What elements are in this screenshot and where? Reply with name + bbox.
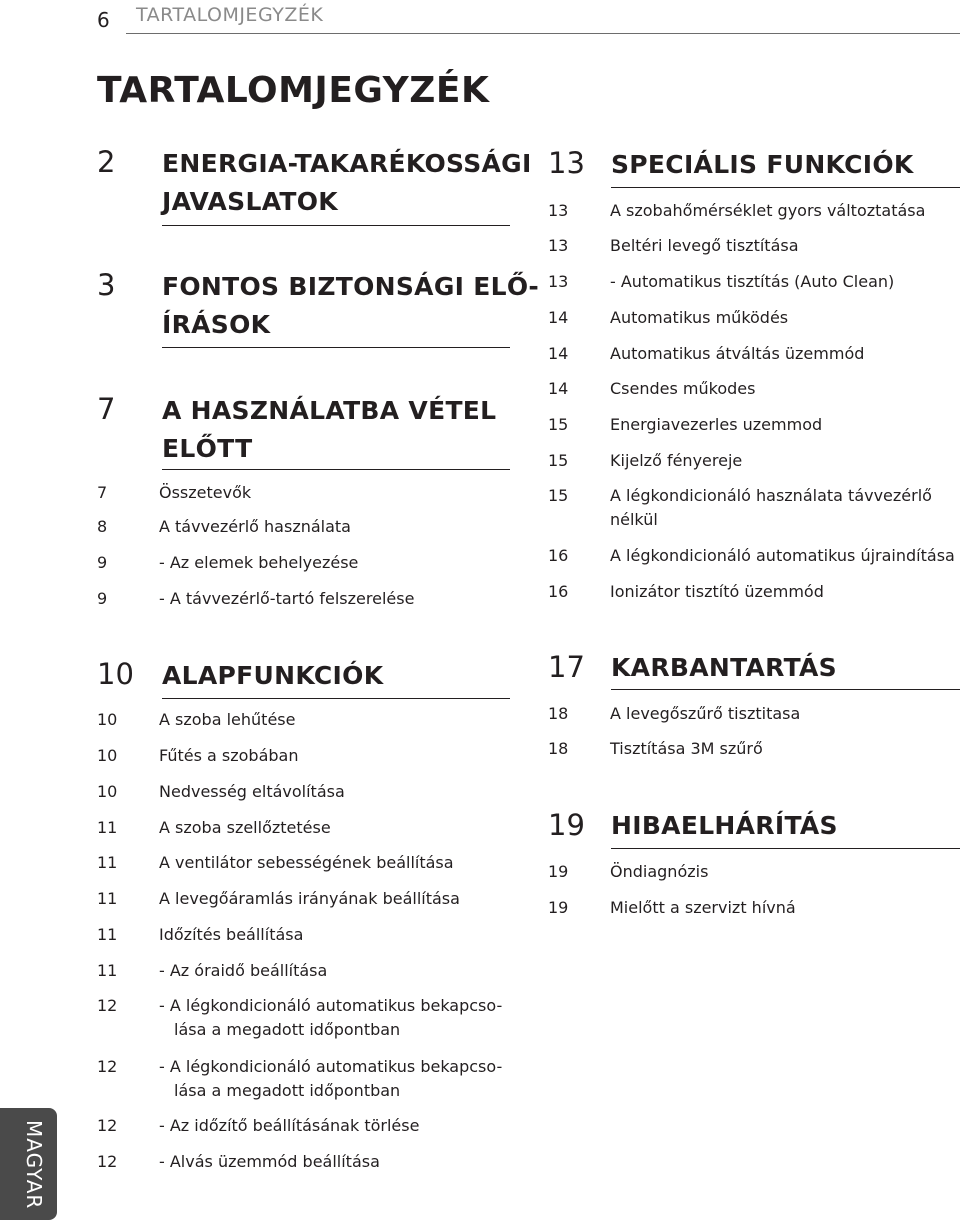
- language-tab: [0, 1108, 57, 1220]
- entry-page: 18: [548, 704, 569, 723]
- entry-text: Energiavezerles uzemmod: [610, 415, 823, 434]
- language-tab-label: MAGYAR: [22, 1120, 46, 1210]
- section-rule: [162, 469, 510, 470]
- entry-text: Öndiagnózis: [610, 862, 709, 881]
- section-rule: [611, 187, 960, 188]
- page-title: TARTALOMJEGYZÉK: [97, 70, 490, 111]
- entry-page: 14: [548, 308, 569, 327]
- section-title-cont[interactable]: JAVASLATOK: [162, 187, 338, 216]
- entry-page: 12: [97, 1152, 118, 1171]
- entry-text: A ventilátor sebességének beállítása: [159, 853, 454, 872]
- entry-page: 11: [97, 818, 118, 837]
- entry-text: Beltéri levegő tisztítása: [610, 236, 799, 255]
- section-title-cont[interactable]: ÍRÁSOK: [162, 310, 271, 339]
- entry-text: A szobahőmérséklet gyors változtatása: [610, 201, 926, 220]
- entry-text: A levegőszűrő tisztitasa: [610, 704, 801, 723]
- entry-text: Mielőtt a szervizt hívná: [610, 898, 796, 917]
- entry-page: 12: [97, 1116, 118, 1135]
- entry-page: 11: [97, 889, 118, 908]
- section-page-number: 13: [548, 146, 585, 180]
- section-title[interactable]: FONTOS BIZTONSÁGI ELŐ-: [162, 272, 540, 301]
- entry-page: 7: [97, 483, 108, 502]
- section-page-number: 2: [97, 145, 116, 179]
- entry-text: Automatikus átváltás üzemmód: [610, 344, 865, 363]
- entry-text: - A légkondicionáló automatikus bekapcso-: [159, 1057, 503, 1076]
- entry-page: 14: [548, 344, 569, 363]
- entry-text-cont: lása a megadott időpontban: [174, 1081, 401, 1100]
- section-page-number: 17: [548, 650, 585, 684]
- section-title[interactable]: ALAPFUNKCIÓK: [162, 661, 384, 690]
- entry-text: Ionizátor tisztító üzemmód: [610, 582, 824, 601]
- entry-text: Automatikus működés: [610, 308, 789, 327]
- entry-page: 11: [97, 925, 118, 944]
- entry-text: A levegőáramlás irányának beállítása: [159, 889, 460, 908]
- entry-page: 19: [548, 898, 569, 917]
- entry-text: - A távvezérlő-tartó felszerelése: [159, 589, 415, 608]
- entry-text: Fűtés a szobában: [159, 746, 299, 765]
- entry-page: 12: [97, 996, 118, 1015]
- entry-page: 19: [548, 862, 569, 881]
- entry-page: 16: [548, 546, 569, 565]
- entry-page: 13: [548, 272, 569, 291]
- section-page-number: 10: [97, 657, 134, 691]
- section-title[interactable]: A HASZNÁLATBA VÉTEL: [162, 396, 497, 425]
- entry-text: A légkondicionáló automatikus újraindítása: [610, 546, 955, 565]
- entry-text: Nedvesség eltávolítása: [159, 782, 345, 801]
- entry-page: 15: [548, 451, 569, 470]
- section-rule: [611, 689, 960, 690]
- section-title[interactable]: SPECIÁLIS FUNKCIÓK: [611, 150, 914, 179]
- entry-page: 12: [97, 1057, 118, 1076]
- page-number: 6: [97, 8, 110, 32]
- entry-page: 14: [548, 379, 569, 398]
- entry-text: - Alvás üzemmód beállítása: [159, 1152, 380, 1171]
- entry-text: Időzítés beállítása: [159, 925, 304, 944]
- entry-text: Összetevők: [159, 483, 252, 502]
- entry-page: 18: [548, 739, 569, 758]
- entry-text: - A légkondicionáló automatikus bekapcso-: [159, 996, 503, 1015]
- entry-page: 13: [548, 201, 569, 220]
- entry-page: 13: [548, 236, 569, 255]
- entry-text: Tisztítása 3M szűrő: [610, 739, 763, 758]
- entry-text: - Az óraidő beállítása: [159, 961, 328, 980]
- section-title[interactable]: KARBANTARTÁS: [611, 653, 837, 682]
- entry-page: 10: [97, 782, 118, 801]
- section-title-cont[interactable]: ELŐTT: [162, 434, 253, 463]
- section-rule: [162, 698, 510, 699]
- entry-page: 10: [97, 710, 118, 729]
- running-title: TARTALOMJEGYZÉK: [136, 4, 324, 26]
- entry-page: 10: [97, 746, 118, 765]
- section-rule: [611, 848, 960, 849]
- entry-text: A szoba lehűtése: [159, 710, 296, 729]
- entry-page: 8: [97, 517, 108, 536]
- section-page-number: 7: [97, 392, 116, 426]
- entry-text: - Az időzítő beállításának törlése: [159, 1116, 420, 1135]
- entry-text: A légkondicionáló használata távvezérlő: [610, 486, 932, 505]
- entry-page: 15: [548, 486, 569, 505]
- section-page-number: 3: [97, 268, 116, 302]
- section-page-number: 19: [548, 808, 585, 842]
- entry-page: 11: [97, 961, 118, 980]
- header-rule: [126, 33, 960, 34]
- entry-text-cont: nélkül: [610, 510, 658, 529]
- entry-page: 9: [97, 589, 108, 608]
- entry-text: - Az elemek behelyezése: [159, 553, 359, 572]
- section-rule: [162, 347, 510, 348]
- section-title[interactable]: HIBAELHÁRÍTÁS: [611, 811, 838, 840]
- entry-page: 9: [97, 553, 108, 572]
- entry-text: Csendes műkodes: [610, 379, 756, 398]
- entry-page: 15: [548, 415, 569, 434]
- section-title[interactable]: ENERGIA-TAKARÉKOSSÁGI: [162, 149, 532, 178]
- entry-page: 16: [548, 582, 569, 601]
- entry-text: - Automatikus tisztítás (Auto Clean): [610, 272, 895, 291]
- section-rule: [162, 225, 510, 226]
- entry-text: A szoba szellőztetése: [159, 818, 331, 837]
- entry-text: Kijelző fényereje: [610, 451, 743, 470]
- entry-text: A távvezérlő használata: [159, 517, 351, 536]
- entry-text-cont: lása a megadott időpontban: [174, 1020, 401, 1039]
- entry-page: 11: [97, 853, 118, 872]
